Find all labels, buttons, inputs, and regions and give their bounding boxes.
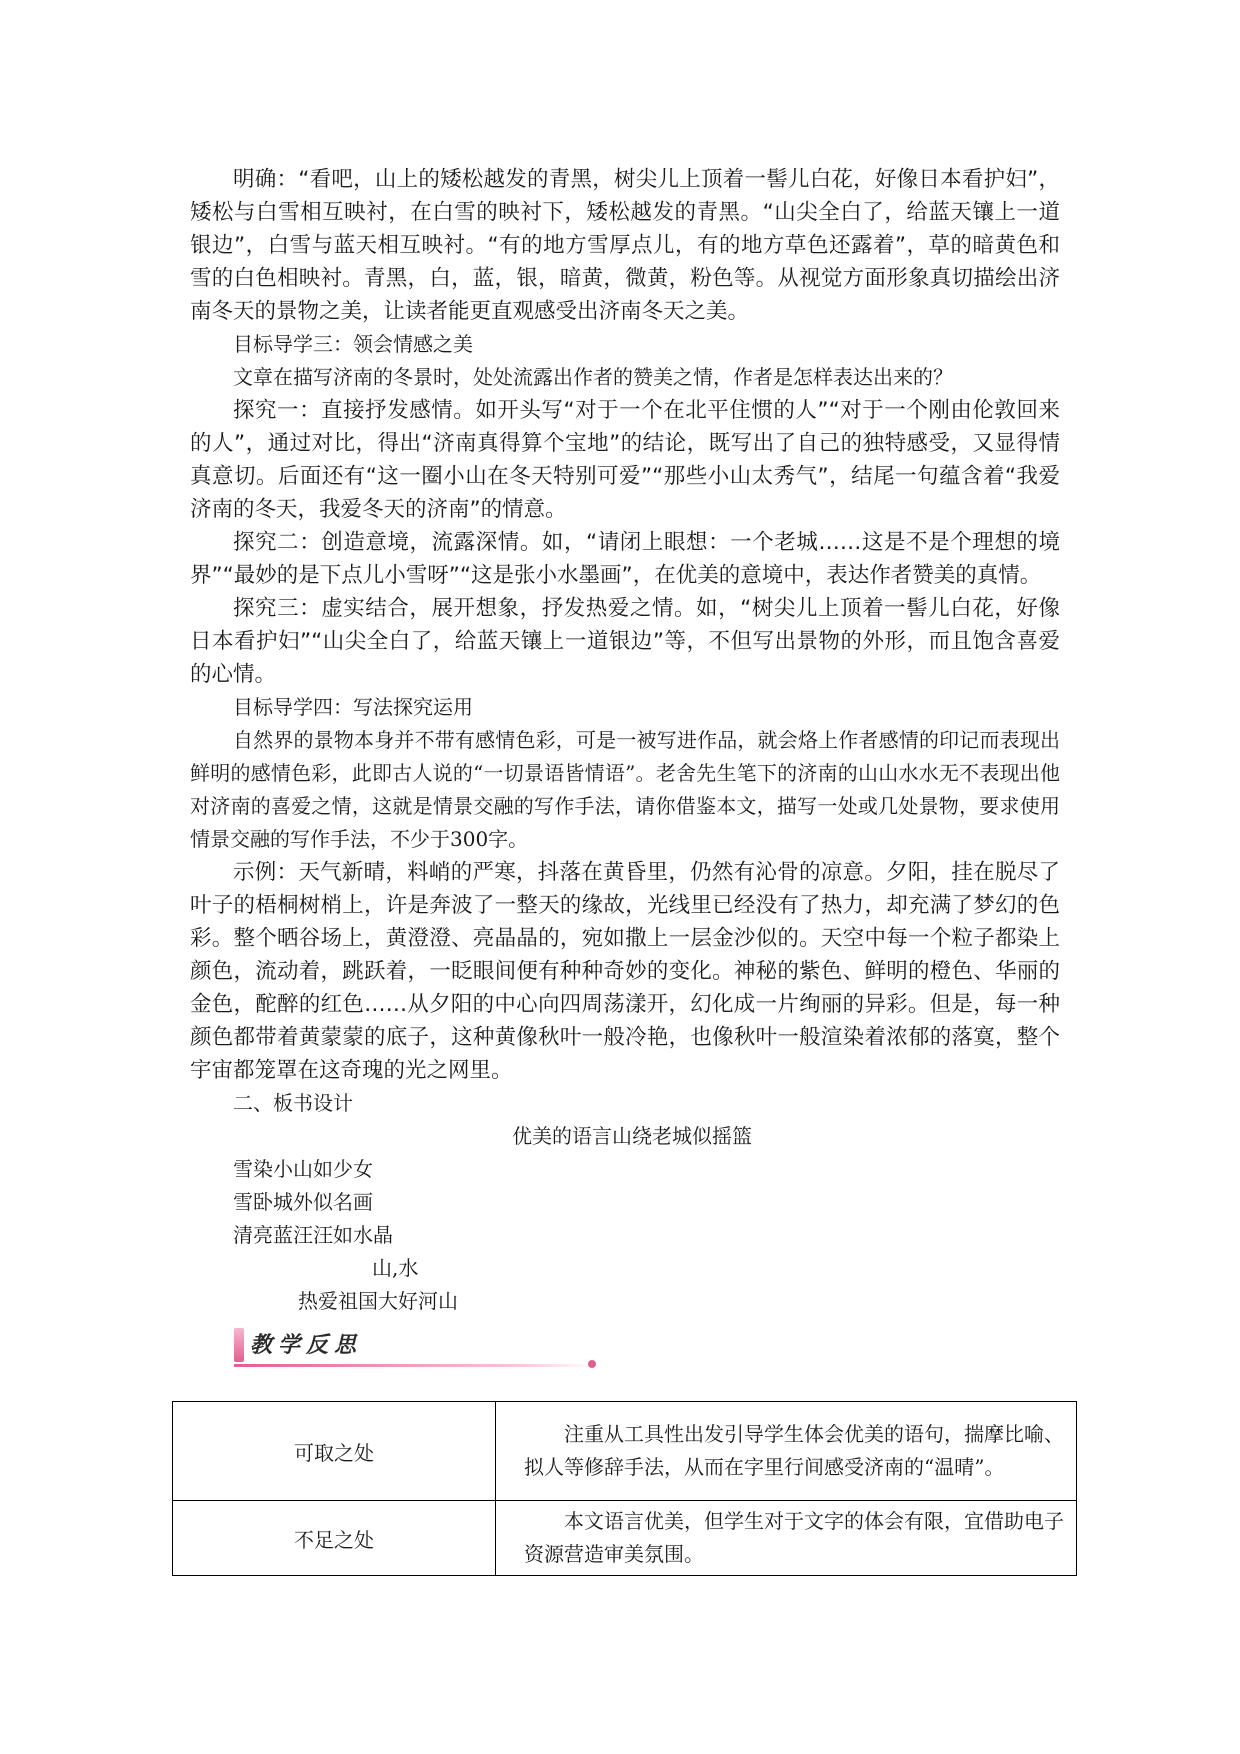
banner-dot — [588, 1360, 596, 1368]
board-line-3: 清亮蓝汪汪如水晶 — [233, 1223, 393, 1247]
teaching-reflection-banner — [190, 1324, 1060, 1368]
exploration-two-text: 创造意境，流露深情。如，“请闭上眼想：一个老城……这是不是个理想的境界”“最妙的是下点儿小雪呀”“这是张小水墨画”，在优美的意境中，表达作者赞美的真情。 — [190, 530, 1060, 588]
board-title: 优美的语言山绕老城似摇篮 — [512, 1124, 752, 1148]
board-design-heading: 二、板书设计 — [233, 1091, 353, 1115]
section-heading-goal-four: 目标导学四：写法探究运用 — [233, 695, 473, 719]
row-text-weaknesses: 本文语言优美，但学生对于文字的体会有限，宜借助电子资源营造审美氛围。 — [496, 1501, 1077, 1576]
exploration-three-label: 探究三： — [233, 596, 322, 621]
reflection-table — [172, 1401, 1077, 1576]
section-heading-goal-three: 目标导学三：领会情感之美 — [233, 332, 473, 356]
paragraph-color-analysis: 明确：“看吧，山上的矮松越发的青黑，树尖儿上顶着一髻儿白花，好像日本看护妇”，矮松与白雪相互映衬，在白雪的映衬下，矮松越发的青黑。“山尖全白了，给蓝天镶上一道银边”，白雪与蓝天相互映衬。“有的地方雪厚点儿，有的地方草色还露着”，草的暗黄色和雪的白色相映衬。青黑，白，蓝，银，暗黄，微黄，粉色等。从视觉方面形象真切描绘出济南冬天的景物之美，让读者能更直观感受出济南冬天之美。 — [190, 167, 1060, 324]
exploration-one-text: 直接抒发感情。如开头写“对于一个在北平住惯的人”“对于一个刚由伦敦回来的人”，通过对比，得出“济南真得算个宝地”的结论，既写出了自己的独特感受，又显得情真意切。后面还有“这一圈小山在冬天特别可爱”“那些小山太秀气”，结尾一句蕴含着“我爱济南的冬天，我爱冬天的济南”的情意。 — [190, 398, 1060, 522]
exploration-three-text: 虚实结合，展开想象，抒发热爱之情。如，“树尖儿上顶着一髻儿白花，好像日本看护妇”“山尖全白了，给蓝天镶上一道银边”等，不但写出景物的外形，而且饱含喜爱的心情。 — [190, 596, 1060, 687]
teaching-reflection-title: 教学反思 — [250, 1332, 363, 1358]
table-row — [173, 1501, 1077, 1576]
banner-accent-bar — [234, 1328, 244, 1362]
board-line-2: 雪卧城外似名画 — [233, 1190, 373, 1214]
exploration-one — [190, 394, 1060, 526]
question-goal-three: 文章在描写济南的冬景时，处处流露出作者的赞美之情，作者是怎样表达出来的？ — [233, 365, 953, 389]
writing-task-paragraph: 自然界的景物本身并不带有感情色彩，可是一被写进作品，就会烙上作者感情的印记而表现出鲜明的感情色彩，此即古人说的“一切景语皆情语”。老舍先生笔下的济南的山山水水无不表现出他对济南的喜爱之情，这就是情景交融的写作手法，请你借鉴本文，描写一处或几处景物，要求使用情景交融的写作手法，不少于300字。 — [190, 728, 1060, 851]
row-label-weaknesses: 不足之处 — [173, 1501, 496, 1576]
exploration-two-label: 探究二： — [233, 530, 322, 555]
example-text: 天气新晴，料峭的严寒，抖落在黄昏里，仍然有沁骨的凉意。夕阳，挂在脱尽了叶子的梧桐树梢上，许是奔波了一整天的缘故，光线里已经没有了热力，却充满了梦幻的色彩。整个晒谷场上，黄澄澄、亮晶晶的，宛如撒上一层金沙似的。天空中每一个粒子都染上颜色，流动着，跳跃着，一眨眼间便有种种奇妙的变化。神秘的紫色、鲜明的橙色、华丽的金色，酡醉的红色……从夕阳的中心向四周荡漾开，幻化成一片绚丽的异彩。但是，每一种颜色都带着黄蒙蒙的底子，这种黄像秋叶一般冷艳，也像秋叶一般渲染着浓郁的落寞，整个宇宙都笼罩在这奇瑰的光之网里。 — [190, 860, 1060, 1083]
board-line-5: 热爱祖国大好河山 — [298, 1289, 458, 1313]
row-label-strengths: 可取之处 — [173, 1402, 496, 1501]
exploration-two — [190, 526, 1060, 592]
board-line-4: 山,水 — [372, 1256, 419, 1280]
banner-underline — [234, 1364, 594, 1367]
document-body — [190, 163, 1060, 1368]
example-label: 示例： — [233, 860, 299, 885]
row-text-strengths: 注重从工具性出发引导学生体会优美的语句，揣摩比喻、拟人等修辞手法，从而在字里行间感受济南的“温晴”。 — [496, 1402, 1077, 1501]
exploration-one-label: 探究一： — [233, 398, 322, 423]
example-paragraph — [190, 856, 1060, 1087]
board-line-1: 雪染小山如少女 — [233, 1157, 373, 1181]
exploration-three — [190, 592, 1060, 691]
table-row — [173, 1402, 1077, 1501]
